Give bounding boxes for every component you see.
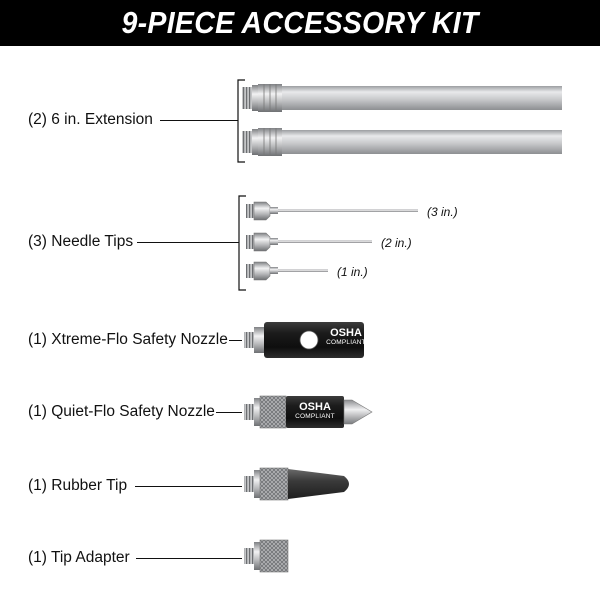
needle-tip-2in <box>246 233 372 251</box>
tip-adapter-leader <box>136 558 242 559</box>
extension-rod-1 <box>242 84 562 112</box>
osha-badge-main: OSHA <box>299 401 331 413</box>
rubber-tip <box>244 468 349 500</box>
needle-size-2in: (2 in.) <box>381 236 412 250</box>
quiet-flo-leader <box>216 412 242 413</box>
needle-tip-3in <box>246 202 418 220</box>
needle-size-3in: (3 in.) <box>427 205 458 219</box>
needle-tips-leader <box>137 242 239 243</box>
osha-badge-sub: COMPLIANT <box>295 413 335 420</box>
tip-adapter-label: (1) Tip Adapter <box>28 549 130 566</box>
needle-tip-1in <box>246 262 328 280</box>
page-title: 9-PIECE ACCESSORY KIT <box>121 5 479 40</box>
quiet-flo-label: (1) Quiet-Flo Safety Nozzle <box>28 403 215 420</box>
extension-label: (2) 6 in. Extension <box>28 111 153 128</box>
extension-rod-2 <box>242 128 562 156</box>
needle-bracket <box>239 196 246 290</box>
rubber-tip-leader <box>135 486 242 487</box>
xtreme-flo-leader <box>229 340 242 341</box>
extension-leader <box>160 120 238 121</box>
osha-badge-quiet <box>290 402 340 421</box>
xtreme-flo-label: (1) Xtreme-Flo Safety Nozzle <box>28 331 228 348</box>
needle-size-1in: (1 in.) <box>337 265 368 279</box>
rubber-tip-label: (1) Rubber Tip <box>28 477 128 494</box>
tip-adapter <box>244 540 288 572</box>
needle-tips-label: (3) Needle Tips <box>28 233 134 250</box>
osha-badge-main: OSHA <box>330 327 362 339</box>
osha-badge-xtreme <box>322 328 370 347</box>
osha-badge-sub: COMPLIANT <box>326 339 366 346</box>
